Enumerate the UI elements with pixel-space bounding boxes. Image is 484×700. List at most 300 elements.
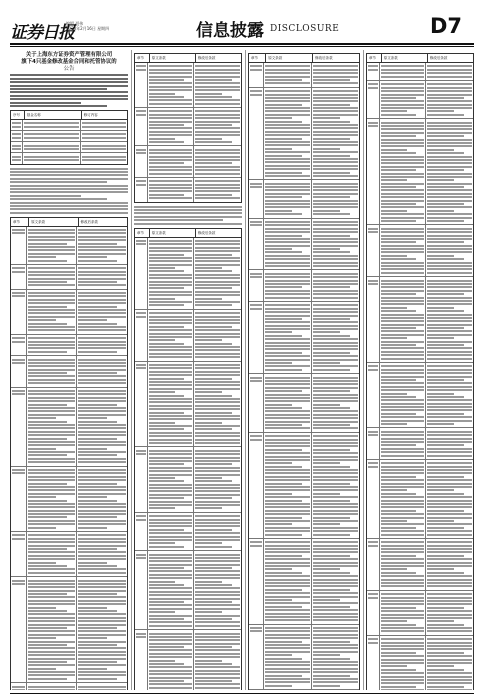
body-text-line [28, 421, 66, 423]
body-text-line [427, 320, 472, 322]
body-text-line [265, 466, 301, 468]
body-text-line [12, 133, 21, 135]
body-text-line [381, 659, 425, 661]
body-text-line [195, 173, 240, 175]
body-text-line [265, 231, 309, 233]
table-cell [148, 63, 195, 107]
body-text-line [381, 122, 425, 124]
body-text-line [265, 276, 309, 278]
body-text-line [149, 532, 193, 534]
body-text-line [149, 649, 193, 651]
body-text-line [195, 415, 240, 417]
body-text-line [265, 530, 309, 532]
body-text-line [265, 335, 301, 337]
body-text-line [78, 299, 126, 301]
body-text-line [195, 477, 222, 479]
body-text-line [28, 548, 66, 550]
body-text-line [28, 274, 75, 276]
body-text-line [381, 149, 407, 151]
body-text-line [265, 609, 309, 611]
table-cell [77, 265, 127, 289]
body-text-line [149, 316, 193, 318]
body-text-line [427, 676, 472, 678]
body-text-line [427, 441, 472, 443]
body-text-line [368, 231, 378, 233]
table-cell [194, 362, 241, 447]
body-text-line [427, 228, 472, 230]
body-text-line [195, 660, 222, 662]
body-text-line [149, 536, 193, 538]
table-cell [148, 447, 195, 511]
table-cell [11, 227, 27, 264]
table-header-cell: 原文条款 [150, 229, 196, 237]
table-cell [11, 388, 27, 466]
body-text-line [313, 328, 358, 330]
table-row [249, 302, 359, 374]
body-text-line [195, 264, 240, 266]
body-text-line [78, 458, 126, 460]
body-text-line [10, 174, 128, 176]
body-text-line [313, 151, 358, 153]
body-text-line [313, 417, 358, 419]
body-text-line [195, 554, 240, 556]
body-text-line [381, 372, 425, 374]
body-text-line [78, 627, 117, 629]
body-text-line [149, 93, 175, 95]
body-text-line [149, 264, 193, 266]
body-text-line [313, 221, 358, 223]
body-text-line [195, 663, 232, 665]
table-cell [249, 180, 264, 217]
body-text-line [265, 527, 309, 529]
body-text-line [28, 562, 56, 564]
body-text-line [28, 229, 75, 231]
body-text-line [381, 152, 417, 154]
body-text-line [427, 551, 472, 553]
body-text-line [265, 579, 309, 581]
table-cell [426, 63, 473, 80]
body-text-line [195, 243, 240, 245]
body-text-line [381, 248, 425, 250]
table-cell [426, 460, 473, 538]
body-text-line [265, 255, 309, 257]
body-text-line [195, 683, 240, 685]
body-text-line [427, 555, 464, 557]
table-cell [194, 310, 241, 361]
body-text-line [149, 336, 193, 338]
body-text-line [265, 647, 309, 649]
body-text-line [149, 484, 193, 486]
body-text-line [12, 295, 25, 297]
body-text-line [78, 472, 126, 474]
table-cell [135, 178, 148, 202]
body-text-line [28, 469, 75, 471]
body-text-line [195, 670, 240, 672]
body-text-line [381, 572, 417, 574]
body-text-line [265, 439, 309, 441]
body-text-line [313, 503, 358, 505]
body-text-line [28, 516, 66, 518]
table-row [249, 219, 359, 271]
body-text-line [250, 276, 262, 278]
body-text-line [313, 79, 350, 81]
body-text-line [78, 565, 117, 567]
body-text-line [368, 462, 378, 464]
column-divider [131, 50, 132, 690]
body-text-line [149, 180, 193, 182]
body-text-line [265, 555, 301, 557]
body-text-line [195, 281, 240, 283]
table-row [249, 433, 359, 539]
body-text-line [427, 575, 472, 577]
body-text-line [195, 494, 240, 496]
body-text-line [265, 228, 309, 230]
body-text-line [149, 156, 193, 158]
table-cell [380, 428, 427, 459]
body-text-line [149, 581, 175, 583]
body-text-line [10, 105, 107, 107]
table-header [367, 54, 473, 63]
body-text-line [78, 236, 126, 238]
body-text-line [12, 580, 25, 582]
table-header [135, 229, 241, 238]
body-text-line [78, 562, 107, 564]
body-text-line [313, 545, 358, 547]
body-text-line [427, 217, 472, 219]
body-text-line [195, 401, 240, 403]
body-text-line [427, 562, 472, 564]
body-text-line [265, 417, 309, 419]
table-cell [264, 180, 311, 217]
body-text-line [12, 390, 25, 392]
body-text-line [24, 156, 79, 158]
body-text-line [149, 391, 175, 393]
body-text-line [78, 316, 126, 318]
body-text-line [368, 369, 378, 371]
body-text-line [28, 506, 75, 508]
table-row [367, 591, 473, 636]
table-cell [135, 146, 148, 177]
table-row [249, 270, 359, 302]
body-text-line [313, 345, 358, 347]
table-cell [426, 428, 473, 459]
body-text-line [313, 445, 358, 447]
body-text-line [381, 469, 425, 471]
table-cell [426, 591, 473, 635]
body-text-line [78, 434, 126, 436]
body-text-line [78, 253, 126, 255]
body-text-line [427, 90, 472, 92]
body-text-line [381, 575, 425, 577]
body-text-line [149, 356, 193, 358]
body-text-line [265, 311, 309, 313]
body-text-line [195, 570, 240, 572]
body-text-line [149, 184, 193, 186]
table-cell [27, 388, 77, 466]
body-text-line [195, 76, 240, 78]
table-cell [194, 630, 241, 690]
body-text-line [265, 355, 309, 357]
body-text-line [265, 599, 292, 601]
body-text-line [78, 668, 107, 670]
body-text-line [265, 449, 301, 451]
body-text-line [195, 316, 240, 318]
table-row [367, 277, 473, 363]
body-text-line [149, 260, 193, 262]
table-cell [148, 108, 195, 145]
body-text-line [195, 587, 240, 589]
table-row [249, 374, 359, 433]
body-text-line [28, 671, 75, 673]
body-text-line [78, 593, 117, 595]
body-text-line [149, 277, 193, 279]
body-text-line [136, 367, 146, 369]
body-text-line [149, 487, 193, 489]
body-text-line [78, 347, 126, 349]
body-text-line [427, 655, 472, 657]
table-cell [426, 119, 473, 224]
body-text-line [265, 562, 309, 564]
table-cell [135, 238, 148, 309]
table-cell [264, 88, 311, 180]
body-text-line [427, 354, 472, 356]
table-cell [426, 636, 473, 690]
body-text-line [28, 668, 56, 670]
table-row [135, 310, 241, 362]
body-text-line [381, 327, 417, 329]
body-text-line [28, 267, 75, 269]
body-text-line [427, 290, 472, 292]
body-text-line [368, 83, 378, 85]
body-text-line [427, 510, 464, 512]
body-text-line [313, 387, 358, 389]
body-text-line [149, 453, 193, 455]
body-text-line [381, 627, 425, 629]
body-text-line [381, 358, 425, 360]
table-header-cell: 修改后条款 [197, 56, 216, 60]
body-text-line [28, 344, 75, 346]
body-text-line [427, 593, 472, 595]
body-text-line [250, 90, 262, 92]
body-text-line [78, 309, 126, 311]
editor-line: 编辑 聂伟 [66, 21, 84, 26]
body-text-line [149, 247, 193, 249]
body-text-line [28, 407, 75, 409]
body-text-line [149, 398, 193, 400]
body-text-line [195, 110, 240, 112]
body-text-line [78, 295, 126, 297]
body-text-line [195, 422, 222, 424]
body-text-line [82, 122, 126, 124]
body-text-line [381, 203, 417, 205]
body-text-line [78, 359, 126, 361]
body-text-line [78, 548, 117, 550]
body-text-line [313, 134, 358, 136]
body-text-line [195, 169, 240, 171]
body-text-line [78, 658, 126, 660]
table-row [249, 88, 359, 181]
body-text-line [78, 630, 126, 632]
body-text-line [313, 213, 350, 215]
body-text-line [313, 579, 358, 581]
table-row [249, 180, 359, 218]
body-text-line [195, 435, 240, 437]
body-text-line [381, 293, 417, 295]
body-text-line [427, 607, 464, 609]
body-text-line [195, 333, 240, 335]
body-text-line [195, 346, 240, 348]
body-text-line [78, 580, 126, 582]
table-cell [249, 63, 264, 87]
body-text-line [195, 405, 240, 407]
table-cell [27, 265, 77, 289]
body-text-line [381, 347, 425, 349]
body-text-line [265, 534, 301, 536]
body-text-line [265, 224, 309, 226]
body-text-line [427, 206, 472, 208]
table-row [11, 131, 127, 142]
body-text-line [265, 520, 309, 522]
table-cell [11, 153, 23, 163]
body-text-line [265, 258, 309, 260]
body-text-line [427, 572, 464, 574]
body-text-line [28, 500, 66, 502]
body-text-line [313, 193, 358, 195]
body-text-line [427, 669, 464, 671]
body-text-line [82, 148, 126, 150]
body-text-line [313, 315, 358, 317]
body-text-line [265, 496, 309, 498]
body-text-line [381, 142, 425, 144]
body-text-line [78, 613, 126, 615]
body-text-line [265, 331, 292, 333]
body-text-line [381, 541, 425, 543]
body-text-line [381, 307, 407, 309]
body-text-line [149, 587, 193, 589]
body-text-line [381, 472, 425, 474]
body-text-line [381, 379, 417, 381]
body-text-line [28, 634, 75, 636]
body-text-line [78, 393, 126, 395]
body-text-line [427, 438, 472, 440]
body-text-line [195, 656, 240, 658]
body-text-line [12, 229, 25, 231]
body-text-line [149, 633, 193, 635]
body-text-line [28, 379, 75, 381]
table-cell [77, 577, 127, 682]
table-row [11, 683, 127, 690]
body-text-line [381, 272, 425, 274]
body-text-line [381, 220, 417, 222]
body-text-line [265, 280, 309, 282]
body-text-line [427, 203, 464, 205]
body-text-line [28, 236, 75, 238]
table-cell [249, 374, 264, 432]
body-text-line [381, 642, 425, 644]
body-text-line [28, 538, 75, 540]
body-text-line [427, 610, 472, 612]
table-cell [148, 551, 195, 629]
body-text-line [136, 450, 146, 452]
body-text-line [313, 548, 358, 550]
table-cell [77, 290, 127, 334]
body-text-line [313, 90, 358, 92]
body-text-line [28, 232, 75, 234]
body-text-line [149, 494, 193, 496]
body-text-line [195, 190, 240, 192]
body-text-line [195, 319, 240, 321]
body-text-line [265, 325, 309, 327]
amendment-table [134, 53, 242, 203]
body-text-line [195, 301, 240, 303]
body-text-line [265, 675, 301, 677]
body-text-line [313, 280, 358, 282]
body-text-line [265, 634, 309, 636]
body-text-line [427, 652, 464, 654]
body-text-line [78, 583, 126, 585]
body-text-line [28, 329, 75, 331]
body-text-line [195, 364, 240, 366]
body-text-line [427, 337, 454, 339]
table-cell [11, 683, 27, 690]
body-text-line [136, 364, 146, 366]
body-text-line [427, 334, 472, 336]
body-text-line [381, 562, 425, 564]
body-text-line [12, 271, 25, 273]
body-text-line [28, 568, 75, 570]
body-text-line [28, 295, 75, 297]
body-text-line [149, 270, 185, 272]
body-text-line [12, 472, 25, 474]
body-text-line [28, 551, 75, 553]
body-text-line [28, 678, 66, 680]
body-text-line [265, 421, 309, 423]
body-text-line [265, 69, 309, 71]
table-cell [380, 277, 427, 362]
body-text-line [427, 416, 472, 418]
body-text-line [195, 611, 222, 613]
body-text-line [10, 212, 128, 214]
body-text-line [10, 188, 128, 190]
body-text-line [149, 254, 185, 256]
body-text-line [149, 680, 185, 682]
body-text-line [28, 486, 75, 488]
table-cell [27, 577, 77, 682]
table-cell [249, 539, 264, 624]
body-text-line [265, 369, 301, 371]
table-cell [23, 120, 81, 130]
body-text-line [12, 292, 25, 294]
body-text-line [250, 224, 262, 226]
body-text-line [427, 617, 472, 619]
table-cell [27, 335, 77, 355]
body-text-line [381, 100, 425, 102]
body-text-line [149, 542, 175, 544]
body-text-line [195, 594, 240, 596]
body-text-line [265, 196, 301, 198]
body-text-line [427, 413, 464, 415]
body-text-line [78, 421, 117, 423]
body-text-line [149, 346, 193, 348]
body-text-line [10, 102, 81, 104]
body-text-line [149, 384, 193, 386]
body-text-line [313, 245, 358, 247]
body-text-line [265, 315, 309, 317]
body-text-line [265, 365, 309, 367]
body-text-line [195, 131, 240, 133]
body-text-line [78, 414, 126, 416]
body-text-line [28, 393, 75, 395]
